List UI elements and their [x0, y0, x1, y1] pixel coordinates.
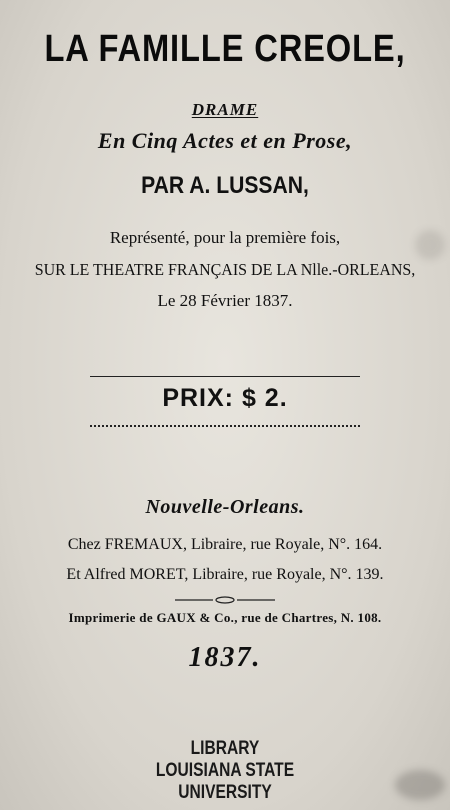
- seller-line-2: Et Alfred MORET, Libraire, rue Royale, N°. 139.: [66, 566, 384, 583]
- publisher-city: Nouvelle-Orleans.: [145, 496, 305, 518]
- book-title: LA FAMILLE CREOLE,: [44, 28, 406, 70]
- acts-subtitle: En Cinq Actes et en Prose,: [97, 128, 353, 153]
- printer-line: Imprimerie de GAUX & Co., rue de Chartres, N. 108.: [68, 610, 382, 625]
- divider-rule: [90, 425, 360, 427]
- ornament-dash: [175, 596, 275, 604]
- author-line: PAR A. LUSSAN,: [141, 172, 309, 199]
- divider-rule: [90, 376, 360, 377]
- library-stamp-line-2: LOUISIANA STATE UNIVERSITY: [155, 760, 295, 803]
- performance-line: Représenté, pour la première fois,: [109, 228, 341, 247]
- stain: [395, 770, 445, 800]
- publication-year: 1837.: [188, 642, 262, 673]
- library-stamp-line-1: LIBRARY: [190, 738, 260, 759]
- theatre-line: SUR LE THEATRE FRANÇAIS DE LA Nlle.-ORLEANS,: [34, 260, 416, 279]
- genre-heading: DRAME: [191, 100, 259, 119]
- seller-line-1: Chez FREMAUX, Libraire, rue Royale, N°. 164.: [67, 536, 383, 553]
- price-label: PRIX: $ 2.: [162, 384, 288, 412]
- performance-date: Le 28 Février 1837.: [157, 291, 293, 310]
